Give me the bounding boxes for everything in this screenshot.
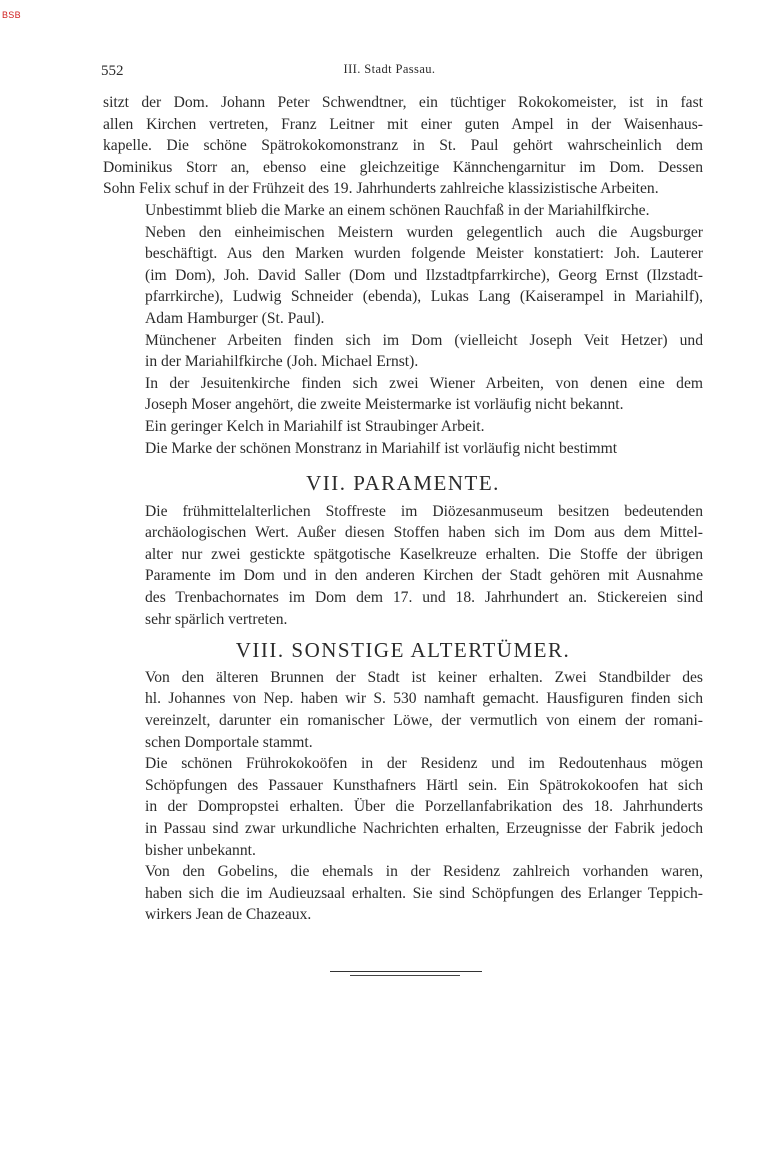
end-rule bbox=[330, 971, 482, 972]
paragraph bbox=[103, 92, 703, 200]
text-line: Joseph Moser angehört, die zweite Meistermarke ist vorläufig nicht bekannt. bbox=[145, 396, 624, 414]
text-line: Adam Hamburger (St. Paul). bbox=[145, 309, 325, 327]
paragraph bbox=[103, 501, 703, 631]
text-line: bisher unbekannt. bbox=[145, 841, 256, 859]
text-line: pfarrkirche), Ludwig Schneider (ebenda), Lukas Lang (Kaiserampel in Mariahilf), bbox=[145, 288, 703, 306]
text-line: sitzt der Dom. Johann Peter Schwendtner, ein tüchtiger Rokokomeister, ist in fast bbox=[103, 94, 703, 111]
text-line: Paramente im Dom und in den anderen Kirchen der Stadt gehören mit Ausnahme bbox=[145, 567, 703, 585]
text-line: Ein geringer Kelch in Mariahilf ist Straubinger Arbeit. bbox=[145, 417, 485, 435]
text-line: kapelle. Die schöne Spätrokokomonstranz in St. Paul gehört wahrscheinlich dem bbox=[103, 137, 703, 155]
paragraph bbox=[103, 667, 703, 753]
page-number: 552 bbox=[101, 63, 124, 79]
text-line: Die Marke der schönen Monstranz in Mariahilf ist vorläufig nicht bestimmt bbox=[145, 439, 618, 457]
running-title: III. Stadt Passau. bbox=[343, 62, 436, 76]
paragraph bbox=[103, 373, 703, 416]
page-text bbox=[103, 92, 703, 926]
text-line: haben sich die im Audieuzsaal erhalten. Sie sind Schöpfungen des Erlanger Teppich- bbox=[145, 884, 703, 902]
paragraph bbox=[103, 222, 703, 330]
text-line: in der Mariahilfkirche (Joh. Michael Ernst). bbox=[145, 353, 419, 371]
text-line: Sohn Felix schuf in der Frühzeit des 19. Jahrhunderts zahlreiche klassizistische Arbeiten. bbox=[103, 180, 659, 198]
text-line: wirkers Jean de Chazeaux. bbox=[145, 906, 312, 924]
library-watermark: BSB bbox=[2, 10, 21, 20]
text-line: Von den Gobelins, die ehemals in der Residenz zahlreich vorhanden waren, bbox=[145, 863, 703, 881]
text-line: Münchener Arbeiten finden sich im Dom (vielleicht Joseph Veit Hetzer) und bbox=[145, 331, 703, 349]
text-line: beschäftigt. Aus den Marken wurden folgende Meister konstatiert: Joh. Lauterer bbox=[145, 245, 703, 263]
text-line: In der Jesuitenkirche finden sich zwei Wiener Arbeiten, von denen eine dem bbox=[145, 374, 703, 392]
paragraph bbox=[103, 200, 703, 222]
text-line: (im Dom), Joh. David Saller (Dom und Ilzstadtpfarrkirche), Georg Ernst (Ilzstadt- bbox=[145, 266, 703, 284]
text-line: Schöpfungen des Passauer Kunsthafners Härtl sein. Ein Spätrokokoofen hat sich bbox=[145, 776, 703, 794]
text-line: Die frühmittelalterlichen Stoffreste im Diözesanmuseum besitzen bedeutenden bbox=[145, 502, 703, 520]
text-line: archäologischen Wert. Außer diesen Stoffen haben sich im Dom aus dem Mittel- bbox=[145, 524, 703, 542]
text-line: Dominikus Storr an, ebenso eine gleichzeitige Kännchengarnitur im Dom. Dessen bbox=[103, 158, 703, 176]
text-line: in der Dompropstei erhalten. Über die Porzellanfabrikation des 18. Jahrhunderts bbox=[145, 798, 703, 816]
section-heading-sonstige-altertuemer: VIII. SONSTIGE ALTERTÜMER. bbox=[235, 638, 571, 663]
text-line: des Trenbachornates im Dom dem 17. und 18. Jahrhundert an. Stickereien sind bbox=[145, 589, 703, 607]
paragraph bbox=[103, 753, 703, 861]
paragraph bbox=[103, 861, 703, 926]
text-line: sehr spärlich vertreten. bbox=[145, 610, 288, 628]
text-line: Neben den einheimischen Meistern wurden gelegentlich auch die Augsburger bbox=[145, 223, 703, 241]
text-line: in Passau sind zwar urkundliche Nachrichten erhalten, Erzeugnisse der Fabrik jedoch bbox=[145, 820, 703, 837]
end-rule-thin bbox=[350, 975, 460, 976]
text-line: allen Kirchen vertreten, Franz Leitner mit einer guten Ampel in der Waisenhaus- bbox=[103, 115, 703, 133]
text-line: schen Domportale stammt. bbox=[145, 733, 313, 751]
paragraph bbox=[103, 330, 703, 373]
paragraph bbox=[103, 438, 703, 460]
paragraph bbox=[103, 416, 703, 438]
text-line: vereinzelt, darunter ein romanischer Löwe, der vermutlich von einem der romani- bbox=[145, 712, 703, 730]
text-line: Die schönen Frührokokoöfen in der Residenz und im Redoutenhaus mögen bbox=[145, 755, 703, 773]
text-line: hl. Johannes von Nep. haben wir S. 530 namhaft gemacht. Hausfiguren finden sich bbox=[145, 690, 703, 708]
text-line: alter nur zwei gestickte spätgotische Kaselkreuze erhalten. Die Stoffe der übrigen bbox=[145, 545, 703, 563]
text-line: Von den älteren Brunnen der Stadt ist keiner erhalten. Zwei Standbilder des bbox=[145, 668, 703, 686]
text-line: Unbestimmt blieb die Marke an einem schönen Rauchfaß in der Mariahilfkirche. bbox=[145, 201, 650, 219]
section-heading-paramente: VII. PARAMENTE. bbox=[306, 471, 500, 496]
